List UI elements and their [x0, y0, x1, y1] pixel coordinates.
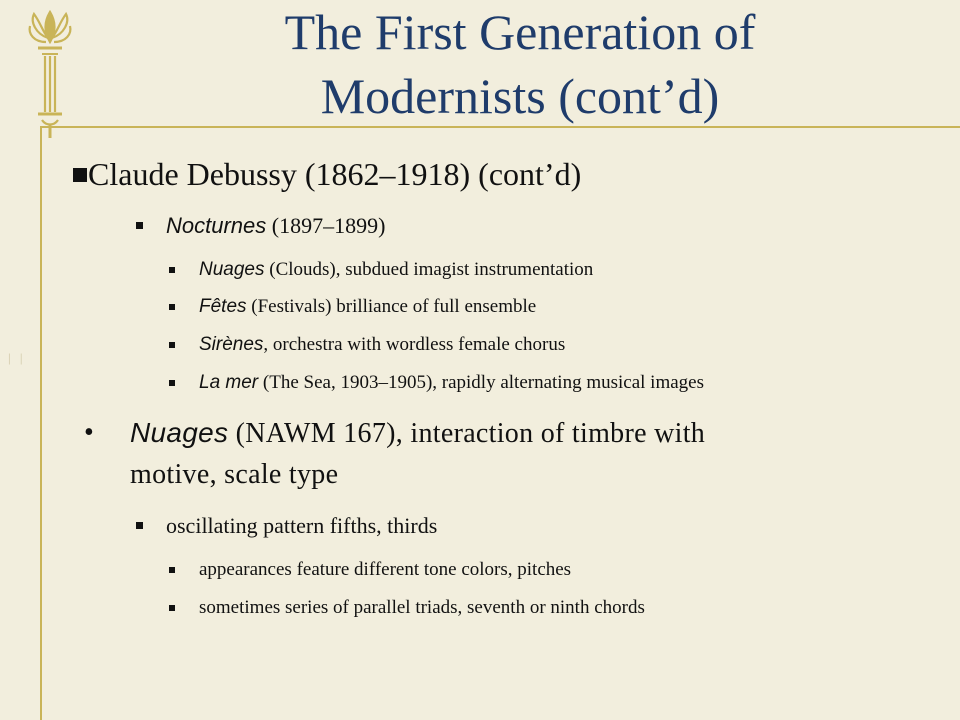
bullet-text: appearances feature different tone colors, pitches	[199, 559, 572, 580]
bullet-text: (The Sea, 1903–1905), rapidly alternating musical images	[258, 372, 704, 393]
slide-title-line-2: Modernists (cont’d)	[320, 68, 720, 124]
bullet-level3-sirenes	[199, 334, 565, 356]
bullet-text: (Clouds), subdued imagist instrumentation	[264, 259, 594, 280]
bullet-text: Claude Debussy (1862–1918) (cont’d)	[88, 156, 582, 192]
square-bullet-icon	[169, 342, 175, 348]
bullet-level3-la-mer	[199, 372, 704, 394]
bullet-text: (1897–1899)	[266, 213, 386, 238]
fleur-ornament-icon	[26, 8, 74, 140]
bullet-text: , orchestra with wordless female chorus	[263, 334, 566, 355]
bullet-level2-nocturnes	[166, 213, 385, 239]
bullet-italic-text: Nocturnes	[166, 213, 267, 238]
bullet-italic-text: Nuages	[199, 259, 265, 280]
bullet-text: oscillating pattern fifths, thirds	[166, 513, 438, 538]
bullet-text: (NAWM 167), interaction of timbre with	[228, 418, 706, 449]
bullet-italic-text: Nuages	[130, 417, 229, 448]
square-bullet-icon	[169, 267, 175, 273]
bullet-nuages-nawm	[130, 417, 705, 450]
frame-horizontal-rule	[40, 126, 960, 128]
round-bullet-icon: •	[84, 417, 94, 448]
bullet-level2-oscillating	[166, 513, 437, 539]
square-bullet-icon	[136, 222, 143, 229]
bullet-nuages-continuation: motive, scale type	[130, 459, 339, 490]
square-bullet-icon	[73, 168, 87, 182]
bullet-level1-debussy	[88, 156, 581, 193]
slide-title-line-1: The First Generation of	[284, 4, 756, 60]
bullet-level3-fetes	[199, 296, 536, 318]
bullet-italic-text: La mer	[199, 372, 259, 393]
bullet-level3-parallel-triads	[199, 597, 645, 619]
square-bullet-icon	[169, 304, 175, 310]
square-bullet-icon	[169, 380, 175, 386]
bullet-text: sometimes series of parallel triads, seventh or ninth chords	[199, 597, 645, 618]
square-bullet-icon	[169, 567, 175, 573]
bullet-italic-text: Sirènes	[199, 334, 264, 355]
bullet-level3-appearances	[199, 559, 571, 581]
side-marks: | |	[8, 350, 26, 365]
bullet-italic-text: Fêtes	[199, 296, 247, 317]
bullet-text: (Festivals) brilliance of full ensemble	[246, 296, 537, 317]
bullet-level3-nuages	[199, 259, 593, 281]
square-bullet-icon	[136, 522, 143, 529]
square-bullet-icon	[169, 605, 175, 611]
frame-vertical-rule	[40, 126, 42, 720]
